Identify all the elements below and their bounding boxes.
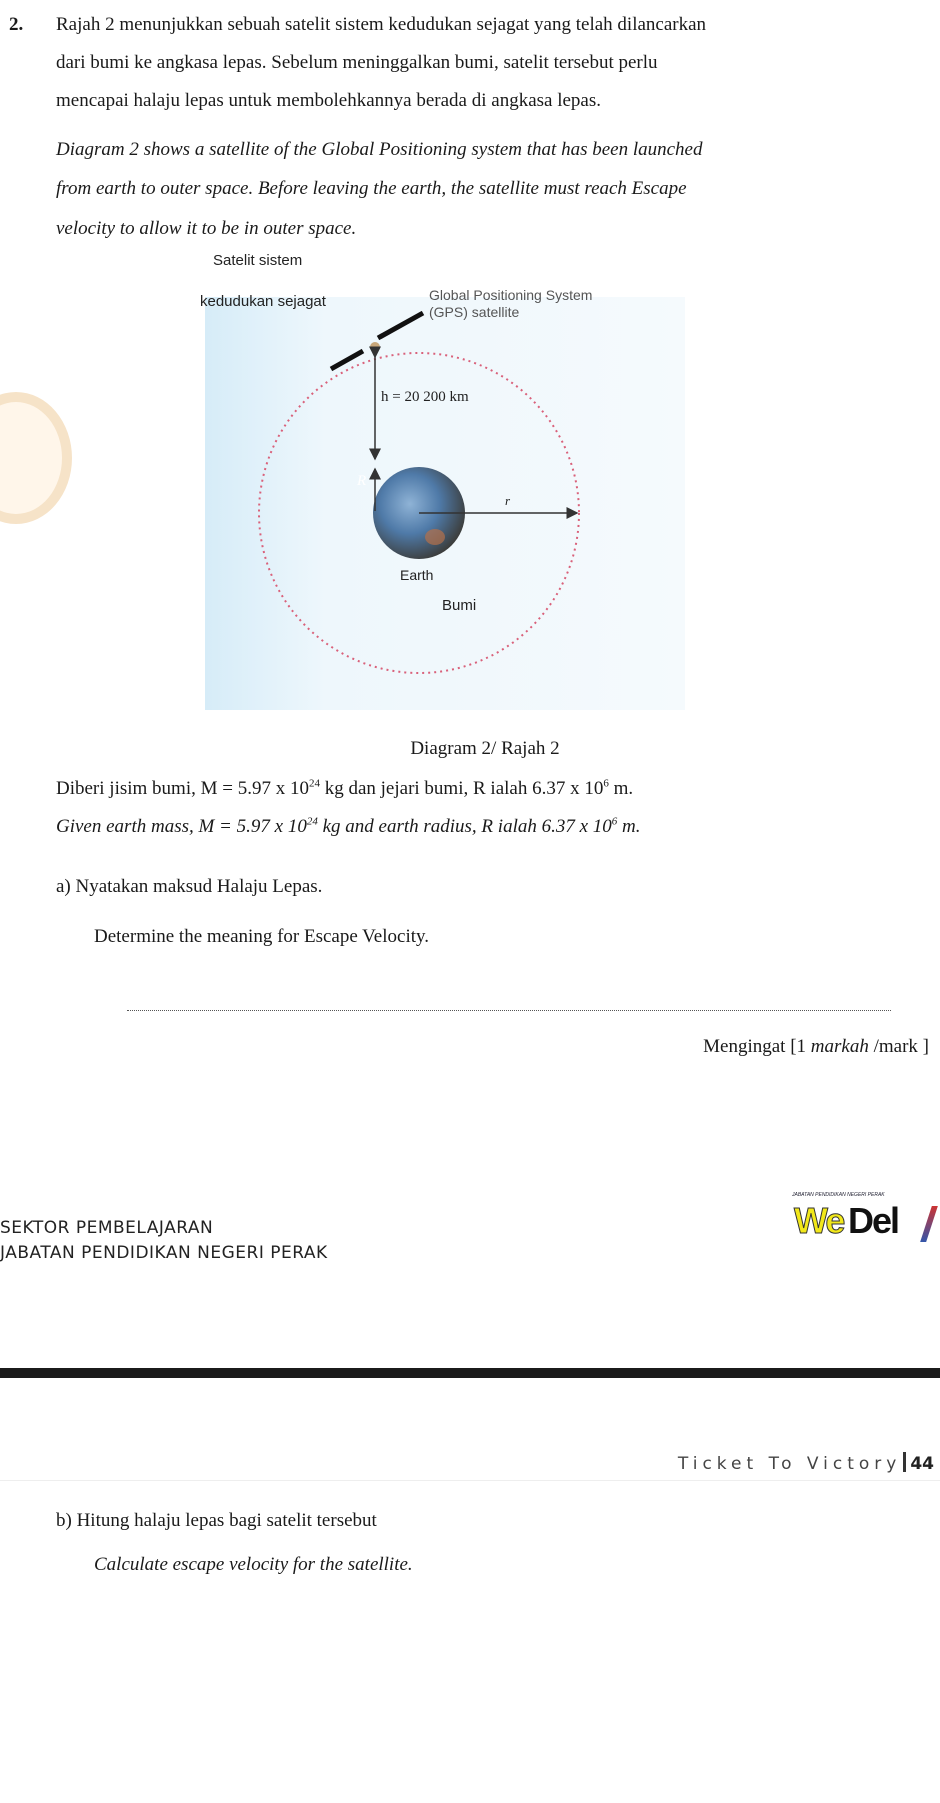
given-english-b: kg and earth radius, R ialah 6.37 x 10: [317, 816, 612, 837]
label-malay-1: Satelit sistem: [213, 252, 303, 269]
footer-line-2: JABATAN PENDIDIKAN NEGERI PERAK: [0, 1243, 328, 1263]
label-malay-2: kedudukan sejagat: [200, 293, 326, 310]
given-english-a: Given earth mass, M = 5.97 x 10: [56, 816, 307, 837]
part-a-marks: [703, 1036, 929, 1058]
question-malay-line-1: Rajah 2 menunjukkan sebuah satelit sistem kedudukan sejagat yang telah dilancarkan: [56, 14, 707, 35]
part-a-english: Determine the meaning for Escape Velocity.: [94, 926, 430, 947]
given-english-c: m.: [617, 816, 641, 837]
header-title: Ticket To Victory: [677, 1454, 902, 1474]
page-header: [678, 1452, 934, 1474]
logo-we: We: [794, 1200, 844, 1241]
earth-label-english: Earth: [400, 567, 434, 583]
header-separator: [903, 1452, 906, 1472]
question-malay-line-2: dari bumi ke angkasa lepas. Sebelum meninggalkan bumi, satelit tersebut perlu: [56, 52, 658, 73]
exp-radius-en: 6: [611, 815, 618, 828]
satellite-orbit-diagram: [200, 252, 685, 710]
footer-line-1: SEKTOR PEMBELAJARAN: [0, 1218, 214, 1238]
question-malay-line-3: mencapai halaju lepas untuk membolehkannya berada di angkasa lepas.: [56, 90, 601, 111]
logo-small-text: JABATAN PENDIDIKAN NEGERI PERAK: [792, 1192, 885, 1198]
label-english-2: (GPS) satellite: [429, 304, 520, 320]
wedel-logo: [780, 1192, 940, 1252]
label-english-1: Global Positioning System: [429, 287, 593, 303]
given-malay-b: kg dan jejari bumi, R ialah 6.37 x 10: [319, 778, 604, 799]
question-number: 2.: [9, 14, 24, 35]
given-malay-a: Diberi jisim bumi, M = 5.97 x 10: [56, 778, 309, 799]
logo-slash: [920, 1206, 938, 1242]
page-number: 44: [910, 1454, 934, 1474]
caption-text: Diagram 2/ Rajah 2: [410, 738, 560, 759]
exp-mass: 24: [308, 777, 320, 790]
earth-label-malay: Bumi: [442, 597, 477, 614]
marks-italic: markah: [810, 1036, 869, 1057]
diagram-graphics: [205, 297, 685, 710]
given-english: [56, 816, 641, 838]
given-malay: [56, 778, 633, 800]
marks-suffix: /mark ]: [868, 1036, 929, 1057]
satellite-body: [370, 342, 380, 352]
diagram-caption: [0, 738, 940, 760]
exp-mass-en: 24: [306, 815, 318, 828]
radius-label: R: [357, 473, 367, 489]
page-divider-bar: [0, 1368, 940, 1378]
marks-prefix: Mengingat [1: [703, 1036, 811, 1057]
answer-line[interactable]: [127, 1010, 891, 1011]
part-b-malay: b) Hitung halaju lepas bagi satelit tersebut: [56, 1510, 377, 1531]
satellite-panel: [378, 313, 423, 338]
header-rule: [0, 1480, 940, 1481]
logo-del: Del: [848, 1200, 899, 1241]
question-english-line-2: from earth to outer space. Before leaving the earth, the satellite must reach Escape: [56, 178, 687, 199]
height-label: h = 20 200 km: [381, 389, 469, 405]
question-english-line-1: Diagram 2 shows a satellite of the Global Positioning system that has been launched: [56, 139, 703, 160]
part-b-english: Calculate escape velocity for the satellite.: [94, 1554, 413, 1575]
given-malay-c: m.: [608, 778, 634, 799]
question-english-line-3: velocity to allow it to be in outer space.: [56, 218, 357, 239]
page-edge-smudge: [0, 392, 72, 524]
part-a-malay: a) Nyatakan maksud Halaju Lepas.: [56, 876, 323, 897]
exp-radius: 6: [603, 777, 609, 790]
orbit-radius-label: r: [505, 493, 511, 508]
